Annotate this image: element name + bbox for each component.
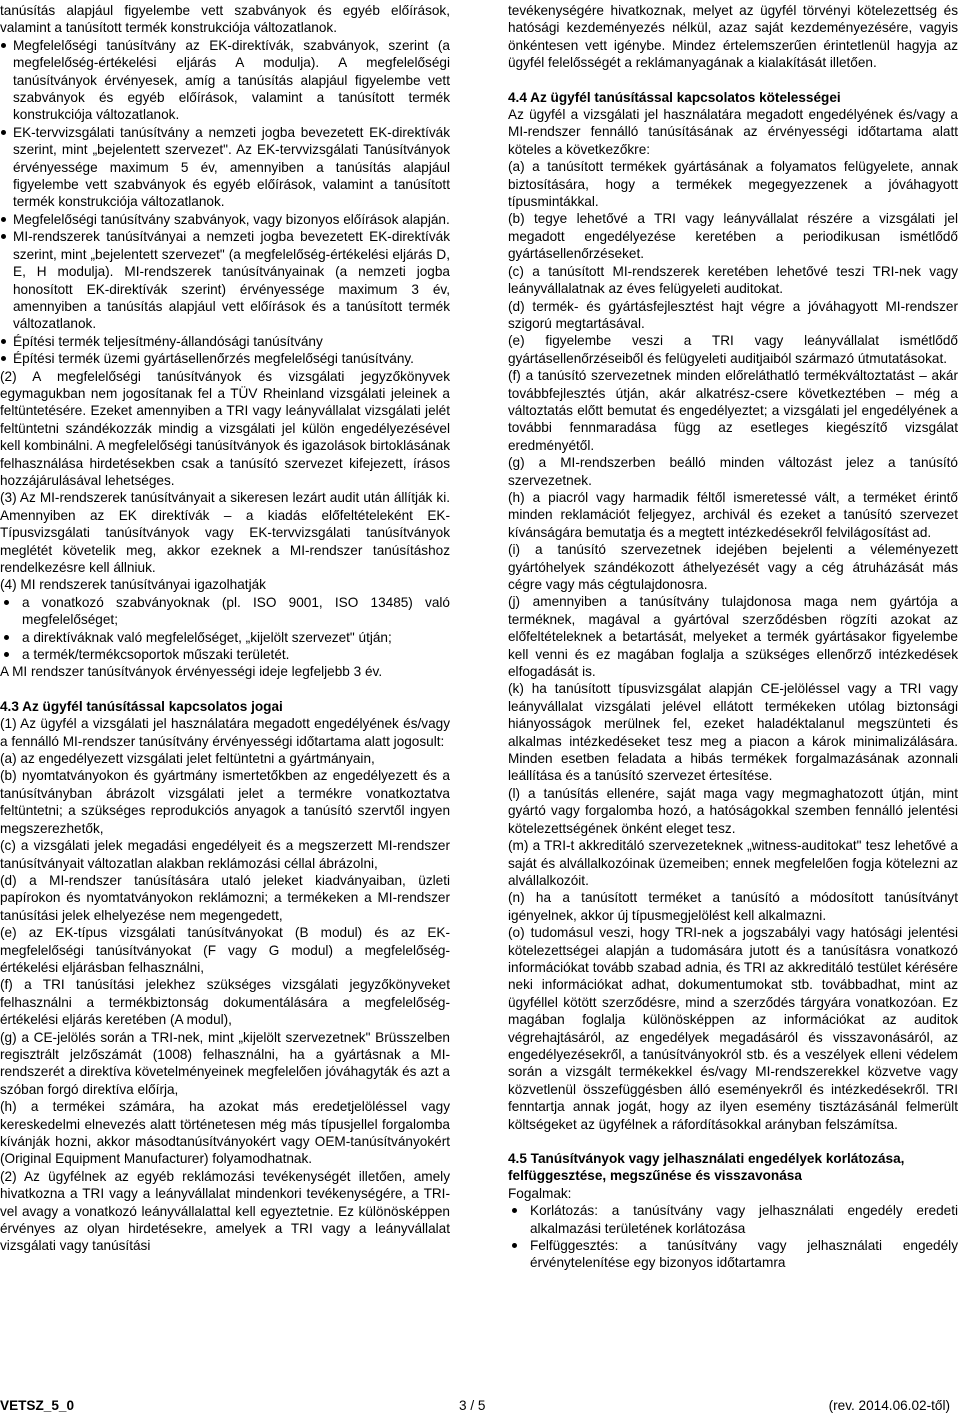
list-item: (a) a tanúsított termékek gyártásának a folyamatos felügyelete, annak biztosítására, hogy a termékek megegyezzenek a jóváhagyott típusmintákkal. [508, 159, 958, 210]
list-item: (o) tudomásul veszi, hogy TRI-nek a jogszabályi vagy hatósági jelentési kötelezettségei alapján a tudomására jutott és a tanúsításra vonatkozó információkat tovább szabad adnia, és TRI az akkreditáló testület kérésére neki információkat adhat, dokumentumokat stb. továbbadhat, mint az ügyféllel kötött szerződésre, mind a szerződés tárgyára vonatkozóan. Ez magában foglalja különösképpen az információkat az auditok végrehajtásáról, az engedélyek megadásáról és visszavonásáról, az engedélyezésekről, a tanúsítványokról stb. és a veszélyek elleni védelem során a vizsgált termékekkel és/vagy MI-rendszerekkel közvetve vagy közvetlenül összefüggésben álló eseményekről és intézkedésekről. TRI fenntartja annak jogát, hogy az ilyen esemény tisztázásánál felmerült költségeket az ügyfélnek a ráfordításokkal arányban felszámítsa. [508, 925, 958, 1132]
list-item: a vonatkozó szabványoknak (pl. ISO 9001, ISO 13485) való megfelelőséget; [0, 594, 450, 629]
section-heading-4-3: 4.3 Az ügyfél tanúsítással kapcsolatos jogai [0, 698, 283, 714]
page-number: 3 / 5 [459, 1398, 486, 1413]
list-item: (j) amennyiben a tanúsítvány tulajdonosa maga nem gyártója a terméknek, magával a gyártóval szerződésben rögzíti azokat az előfeltételeknek a betartását, melyeket a termék gyártásakor figyelembe kell venni és ez magában foglalja a szükséges ellenőrző intézkedések elfogadását is. [508, 594, 958, 680]
list-item: (f) a tanúsító szervezetnek minden előreláthatló termékváltoztatást – akár továbbfejlesztés útján, akár alkatrész-csere következtében – még a változtatás előtt bemutat és engedélyeztet; a vizsgálati jel engedélyének a további fennmaradása függ az esetleges kiegészítő vizsgálat eredményétől. [508, 368, 958, 453]
paragraph-2: (2) A megfelelőségi tanúsítványok és vizsgálati jegyzőkönyvek egymagukban nem jogosítanak fel a TÜV Rheinland vizsgálati jeleinek a feltüntetésére. Ezeket amennyiben a TRI vagy leányvállalat vizsgálati jelét feltüntetni szándékozzák mindig a vizsgálati jel külön engedélyezésével kell kombinálni. A megfelelőségi tanúsítványok és igazolások birtoklásának felhasználása hirdetésekben csak a tanúsító szervezet kifejezett, írásos hozzájárulásával lehetséges. [0, 368, 450, 488]
section-4-3-paragraph-1: (1) Az ügyfél a vizsgálati jel használatára megadott engedélyének és/vagy a fennálló MI-rendszer tanúsítvány érvényességi időtartama alatt jogosult: [0, 716, 450, 749]
right-column [508, 2, 958, 1272]
terms-list [508, 1202, 958, 1272]
revision-date: (rev. 2014.06.02-től) [828, 1398, 950, 1413]
list-item: Megfelelőségi tanúsítvány szabványok, vagy bizonyos előírások alapján. [0, 211, 450, 228]
list-item: (e) az EK-típus vizsgálati tanúsítványokat (B modul) és az EK-megfelelőségi tanúsítványokat (F vagy G modul) a megfelelőség-értékelési eljárásban felhasználni, [0, 925, 450, 975]
list-item: (f) a TRI tanúsítási jelekhez szükséges vizsgálati jegyzőkönyveket felhasználni a termékbiztonság dokumentálására a megfelelőség-értékelési eljárás keretében (A modul), [0, 977, 450, 1028]
list-item: MI-rendszerek tanúsítványai a nemzeti jogba bevezetett EK-direktívák szerint, mint „bejelentett szervezet" (a megfelelőség-értékelési eljárás D, E, H modulja). MI-rendszerek tanúsítványainak (a nemzeti jogba honosított EK-direktívák szerint) érvényessége maximum 3 év, amennyiben a tanúsítás alapjául vett előírások és a tanúsított termék változatlanok. [0, 228, 450, 332]
list-item: (i) a tanúsító szervezetnek idejében bejelenti a véleményezett gyártóhelyek szándékozott áthelyezését vagy a cég átruházását más cégre vagy más cégtulajdonosra. [508, 542, 958, 592]
list-item: Építési termék teljesítmény-állandósági tanúsítvány [0, 333, 450, 350]
list-item: Építési termék üzemi gyártásellenőrzés megfelelőségi tanúsítvány. [0, 350, 450, 367]
list-item: EK-tervvizsgálati tanúsítvány a nemzeti jogba bevezetett EK-direktívák szerint, mint „bejelentett szervezet". Az EK-tervvizsgálati Tanúsítványok érvényessége maximum 5 év, amennyiben a tanúsítás alapjául figyelembe vett szabványok és egyéb előírások, valamint a tanúsított termék konstrukciója változatlanok. [0, 124, 450, 211]
list-item: (d) a MI-rendszer tanúsítására utaló jeleket kiadványaiban, üzleti papírokon és nyomtatványokon reklámozni; a termékeken a MI-rendszer tanúsítási jelek elhelyezése nem megengedett, [0, 872, 450, 923]
list-item: (e) figyelembe veszi a TRI vagy leányvállalat ismétlődő gyártásellenőrzéseiből és felügyeleti auditjaiból származó útmutatásokat. [508, 333, 958, 366]
paragraph-3: (3) Az MI-rendszerek tanúsítványait a sikeresen lezárt audit után állítják ki. Amennyiben az EK direktívák – a kiadás előfeltételeként EK-Típusvizsgálati tanúsítványok vagy EK-tervvizsgálati tanúsítványok meglétét követelik meg, akkor ezeknek a MI-rendszer tanúsításhoz rendelkezésre kell állniuk. [0, 490, 450, 575]
mi-certificate-list [0, 594, 450, 664]
list-item: a direktíváknak való megfelelőséget, „kijelölt szervezet" útján; [0, 629, 450, 646]
list-item: (c) a tanúsított MI-rendszerek keretében lehetővé teszi TRI-nek vagy leányvállalatnak az éves felügyeleti auditokat. [508, 263, 958, 297]
list-item: (k) ha tanúsított típusvizsgálat alapján CE-jelöléssel vagy a TRI vagy leányvállalat vizsgálati jelével ellátott termékeken utólag biztonsági hiányosságok merülnek fel, ezeket haladéktalanul megszünteti és alkalmas intézkedéseket tesz meg a piacon a károk minimalizálására. Minden esetben feladata a hibás termékek forgalmazásának azonnali leállítása és a tanúsító szervezet értesítése. [508, 681, 958, 784]
list-item: Felfüggesztés: a tanúsítvány vagy jelhasználati engedély érvénytelenítése egy bizonyos időtartamra [508, 1237, 958, 1272]
list-item: (b) nyomtatványokon és gyártmány ismertetőkben az engedélyezett és a tanúsítványban ábrázolt vizsgálati jelet a termékre vonatkoztatva feltüntetni; a szükséges reprodukciós anyagok a tanúsító szervtől ingyen megszerezhetők, [0, 768, 450, 836]
list-item: Korlátozás: a tanúsítvány vagy jelhasználati engedély eredeti alkalmazási területének korlátozása [508, 1202, 958, 1237]
intro-text: tanúsítás alapjául figyelembe vett szabványok és egyéb előírások, valamint a tanúsított termék konstrukciója változatlanok. [0, 3, 450, 36]
paragraph-4: (4) MI rendszerek tanúsítványai igazolhatják [0, 577, 266, 593]
continued-text: tevékenységére hivatkoznak, melyet az ügyfél törvényi kötelezettség és hatósági kezdeményezés nélkül, azaz saját kezdeményezésére, vagyis önkéntesen vett igénybe. Mindez értelemszerűen érintetlenül hagyja az ügyfél felelősségét a reklámanyagának a kialakítását illetően. [508, 3, 958, 71]
list-item: (g) a CE-jelölés során a TRI-nek, mint „kijelölt szervezetnek" Brüsszelben regisztrált jelzőszámát (1008) felhasználni, ha a gyártásnak a MI-rendszerét a direktíva követelményeinek megfelelően jóváhagyták és azt a szóban forgó direktíva előírja, [0, 1029, 450, 1097]
section-heading-4-5: 4.5 Tanúsítványok vagy jelhasználati engedélyek korlátozása, felfüggesztése, megszűnése és visszavonása [508, 1151, 905, 1184]
list-item: (m) a TRI-t akkreditáló szervezeteknek „witness-auditokat" tesz lehetővé a saját és alvállalkozóinak üzemeiben; ennek megfelelően fogja kötelezni az alvállalkozóit. [508, 838, 958, 888]
list-item: (a) az engedélyezett vizsgálati jelet feltüntetni a gyártmányain, [0, 751, 375, 767]
certificate-types-list [0, 37, 450, 368]
list-item: a termék/termékcsoportok műszaki területét. [0, 646, 450, 663]
list-item: (b) tegye lehetővé a TRI vagy leányvállalat részére a vizsgálati jel megadott engedélyezése keretében a periodikusan ismétlődő gyártásellenőrzéseket. [508, 211, 958, 262]
list-item: (c) a vizsgálati jelek megadási engedélyeit és a megszerzett MI-rendszer tanúsítványait változatlan alakban reklámozási céllal ábrázolni, [0, 838, 450, 871]
list-item: (n) ha a tanúsított terméket a tanúsító a módosított tanúsítványt igényelnek, akkor új típusmegjelölést kell alkalmazni. [508, 890, 958, 923]
list-item: (h) a piacról vagy harmadik féltől ismeretessé vált, a terméket érintő minden reklamációt feljegyez, archivál és ezeket a tanúsító szervezet kívánságára bemutatja és a megtett intézkedésekről felvilágosítást ad. [508, 489, 958, 540]
left-column [0, 2, 450, 1255]
document-code: VETSZ_5_0 [0, 1398, 75, 1413]
section-heading-4-4: 4.4 Az ügyfél tanúsítással kapcsolatos kötelességei [508, 89, 841, 105]
terms-label: Fogalmak: [508, 1185, 572, 1201]
list-item: (l) a tanúsítás ellenére, saját maga vagy megmaghatozott útján, mint gyártó vagy forgalomba hozó, a hatóságokkal szemben fennálló jelentési kötelezettségének önként eleget tesz. [508, 785, 958, 836]
list-item: (d) termék- és gyártásfejlesztést hajt végre a jóváhagyott MI-rendszer szigorú megtartásával. [508, 298, 958, 331]
list-item: Megfelelőségi tanúsítvány az EK-direktívák, szabványok, szerint (a megfelelőség-értékelési eljárás A modulja). A megfelelőségi tanúsítványok érvényesek, amíg a tanúsítás alapjául figyelembe vett szabványok és egyéb előírások, valamint a tanúsított termék konstrukciója változatlanok. [0, 37, 450, 124]
list-item: (h) a termékei számára, ha azokat más eredetjelöléssel vagy kereskedelmi elnevezés alatt történetesen még más típusjellel forgalomba kívánják hozni, akkor másodtanúsítványokért vagy OEM-tanúsítványokért (Original Equipment Manufacturer) folyamodhatnak. [0, 1099, 450, 1167]
section-4-3-paragraph-2: (2) Az ügyfélnek az egyéb reklámozási tevékenységét illetően, amely hivatkozna a TRI vagy a leányvállalat mindenkori tevékenységére, a TRI-vel avagy a vonatkozó leányvállalattal kell egyeztetnie. Ez különösképpen érvényes az olyan hirdetésekre, amelyek a TRI vagy a leányvállalat vizsgálati vagy tanúsítási [0, 1168, 450, 1254]
section-4-4-intro: Az ügyfél a vizsgálati jel használatára megadott engedélyének és/vagy a MI-rendszer fennálló tanúsításának az érvényességi időtartama alatt köteles a következőkre: [508, 107, 958, 157]
paragraph-5: A MI rendszer tanúsítványok érvényességi ideje legfeljebb 3 év. [0, 664, 383, 680]
list-item: (g) a MI-rendszerben beálló minden változást jelez a tanúsító szervezetnek. [508, 455, 958, 488]
